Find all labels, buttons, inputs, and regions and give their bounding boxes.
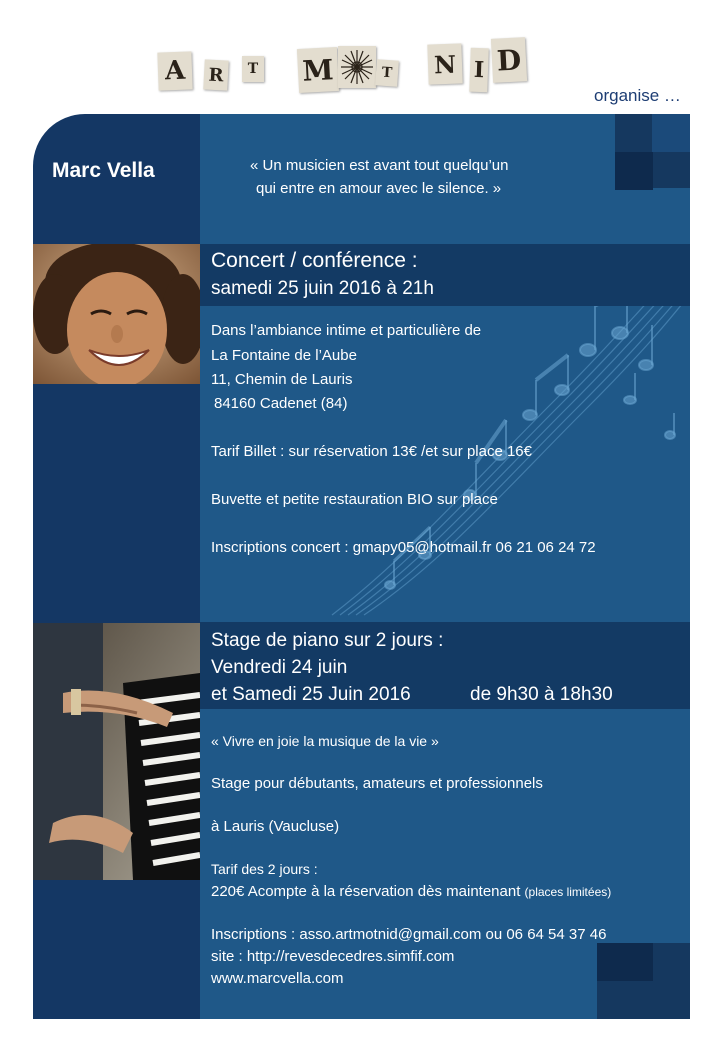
art-mot-nid-logo: [158, 38, 528, 98]
logo-letter-a: A: [157, 51, 192, 90]
stage-tarif-value: 220€ Acompte à la réservation dès maintenant: [211, 883, 521, 900]
concert-buvette: Buvette et petite restauration BIO sur place: [211, 491, 498, 508]
quote-line-2: qui entre en amour avec le silence. »: [256, 180, 502, 197]
stage-motto: « Vivre en joie la musique de la vie »: [211, 733, 439, 749]
stage-tarif-row: [211, 883, 611, 900]
logo-letter-r: R: [203, 59, 229, 90]
venue-city: 84160 Cadenet (84): [214, 395, 348, 412]
artist-name: Marc Vella: [52, 159, 155, 182]
stage-heading: [211, 627, 613, 708]
stage-day2: et Samedi 25 Juin 2016: [211, 684, 411, 705]
venue-street: 11, Chemin de Lauris: [211, 371, 353, 388]
decor-square: [597, 943, 653, 981]
flower-logo-icon: [338, 46, 376, 88]
venue-intro: Dans l’ambiance intime et particulière de: [211, 322, 482, 339]
logo-letter-t2: T: [375, 59, 399, 86]
website-link[interactable]: www.marcvella.com: [211, 970, 344, 987]
stage-audience: Stage pour débutants, amateurs et professionnels: [211, 775, 543, 792]
stage-heading-title: Stage de piano sur 2 jours :: [211, 630, 444, 651]
stage-tarif-note: (places limitées): [524, 885, 612, 899]
decor-square: [652, 114, 690, 152]
portrait-image: [33, 244, 200, 384]
logo-letter-m: M: [297, 47, 339, 93]
stage-day1: Vendredi 24 juin: [211, 657, 348, 678]
logo-letter-i: I: [469, 48, 489, 93]
quote: [250, 154, 509, 200]
concert-tarif: Tarif Billet : sur réservation 13€ /et sur place 16€: [211, 443, 532, 460]
stage-site-link[interactable]: site : http://revesdecedres.simfif.com: [211, 948, 455, 965]
stage-hours: de 9h30 à 18h30: [470, 684, 613, 705]
flower-icon: [338, 46, 376, 88]
piano-image: [33, 623, 200, 880]
decor-square: [615, 152, 653, 190]
artist-portrait-photo: [33, 244, 200, 384]
quote-line-1: « Un musicien est avant tout quelqu’un: [250, 157, 509, 174]
concert-inscriptions: Inscriptions concert : gmapy05@hotmail.fr 06 21 06 24 72: [211, 539, 596, 556]
concert-date: samedi 25 juin 2016 à 21h: [211, 278, 434, 299]
logo-letter-n: N: [427, 43, 462, 84]
piano-photo: [33, 623, 200, 880]
stage-inscriptions: Inscriptions : asso.artmotnid@gmail.com ou 06 64 54 37 46: [211, 926, 607, 943]
logo-letter-t: T: [242, 56, 264, 82]
concert-heading: [211, 247, 434, 303]
stage-location: à Lauris (Vaucluse): [211, 818, 340, 835]
logo-letter-d: D: [491, 37, 527, 83]
stage-tarif-label: Tarif des 2 jours :: [211, 861, 318, 877]
organise-label: organise …: [594, 86, 681, 105]
stage-day2-row: [211, 681, 613, 708]
music-notes-icon: [330, 255, 690, 625]
concert-heading-title: Concert / conférence :: [211, 249, 418, 272]
venue-name: La Fontaine de l’Aube: [211, 347, 357, 364]
